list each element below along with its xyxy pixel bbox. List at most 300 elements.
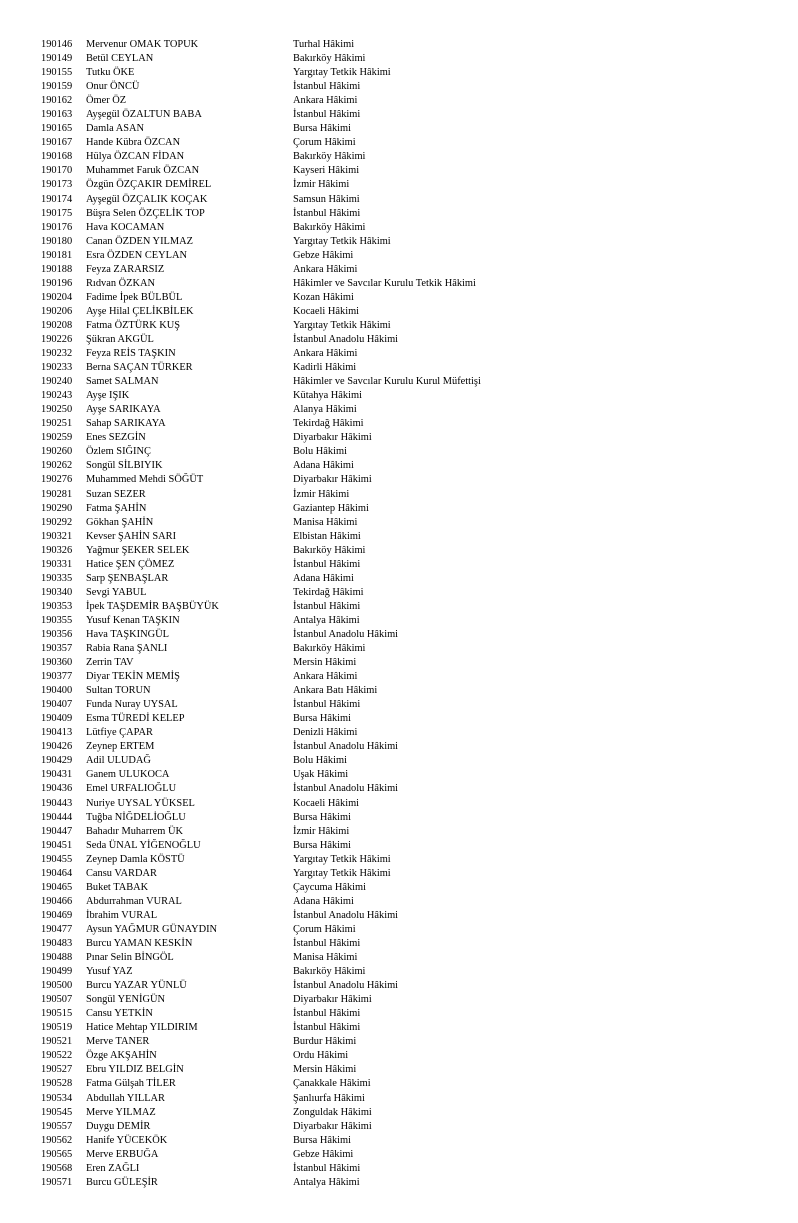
assigned-position: İstanbul Hâkimi bbox=[293, 207, 361, 219]
assigned-position: Zonguldak Hâkimi bbox=[293, 1106, 372, 1118]
person-name: Damla ASAN bbox=[86, 123, 145, 135]
assigned-position: Manisa Hâkimi bbox=[293, 516, 358, 528]
assigned-position: Adana Hâkimi bbox=[293, 572, 354, 584]
registry-number: 190170 bbox=[41, 165, 73, 177]
table-row bbox=[0, 965, 798, 979]
person-name: Burcu GÜLEŞİR bbox=[86, 1176, 158, 1188]
table-row bbox=[0, 375, 798, 389]
registry-number: 190188 bbox=[41, 263, 73, 275]
table-row bbox=[0, 249, 798, 263]
person-name: Özgün ÖZÇAKIR DEMİREL bbox=[86, 179, 212, 191]
person-name: Ayşegül ÖZALTUN BABA bbox=[86, 109, 202, 121]
table-row bbox=[0, 150, 798, 164]
table-row bbox=[0, 670, 798, 684]
assigned-position: Adana Hâkimi bbox=[293, 895, 354, 907]
person-name: Merve ERBUĞA bbox=[86, 1148, 159, 1160]
person-name: Fadime İpek BÜLBÜL bbox=[86, 291, 183, 303]
assigned-position: İstanbul Hâkimi bbox=[293, 1162, 361, 1174]
assigned-position: Ankara Hâkimi bbox=[293, 263, 358, 275]
table-row bbox=[0, 712, 798, 726]
person-name: Abdullah YILLAR bbox=[86, 1092, 165, 1104]
registry-number: 190360 bbox=[41, 657, 73, 669]
person-name: İbrahim VURAL bbox=[86, 909, 158, 921]
person-name: Enes SEZGİN bbox=[86, 432, 146, 444]
table-row bbox=[0, 600, 798, 614]
registry-number: 190571 bbox=[41, 1176, 73, 1188]
table-row bbox=[0, 1021, 798, 1035]
table-row bbox=[0, 642, 798, 656]
registry-number: 190321 bbox=[41, 530, 73, 542]
registry-number: 190243 bbox=[41, 390, 73, 402]
table-row bbox=[0, 867, 798, 881]
table-row bbox=[0, 1035, 798, 1049]
assigned-position: Bolu Hâkimi bbox=[293, 446, 347, 458]
assigned-position: Hâkimler ve Savcılar Kurulu Tetkik Hâkimi bbox=[293, 277, 476, 289]
table-row bbox=[0, 1007, 798, 1021]
registry-number: 190465 bbox=[41, 881, 73, 893]
appointment-rows bbox=[0, 38, 798, 1190]
registry-number: 190290 bbox=[41, 502, 73, 514]
assigned-position: İzmir Hâkimi bbox=[293, 179, 350, 191]
assigned-position: Diyarbakır Hâkimi bbox=[293, 994, 372, 1006]
person-name: Yağmur ŞEKER SELEK bbox=[86, 544, 190, 556]
table-row bbox=[0, 1049, 798, 1063]
assigned-position: Yargıtay Tetkik Hâkimi bbox=[293, 235, 391, 247]
person-name: Nuriye UYSAL YÜKSEL bbox=[86, 797, 195, 809]
assigned-position: İzmir Hâkimi bbox=[293, 825, 350, 837]
assigned-position: Antalya Hâkimi bbox=[293, 1176, 360, 1188]
table-row bbox=[0, 193, 798, 207]
person-name: Berna SAÇAN TÜRKER bbox=[86, 362, 193, 374]
person-name: Suzan SEZER bbox=[86, 488, 146, 500]
person-name: Hatice Mehtap YILDIRIM bbox=[86, 1022, 198, 1034]
assigned-position: Gaziantep Hâkimi bbox=[293, 502, 369, 514]
registry-number: 190240 bbox=[41, 376, 73, 388]
registry-number: 190355 bbox=[41, 614, 73, 626]
person-name: Rıdvan ÖZKAN bbox=[86, 277, 155, 289]
registry-number: 190163 bbox=[41, 109, 73, 121]
table-row bbox=[0, 656, 798, 670]
table-row bbox=[0, 361, 798, 375]
person-name: Buket TABAK bbox=[86, 881, 149, 893]
assigned-position: Gebze Hâkimi bbox=[293, 1148, 354, 1160]
assigned-position: Bursa Hâkimi bbox=[293, 811, 352, 823]
table-row bbox=[0, 263, 798, 277]
person-name: Fatma ŞAHİN bbox=[86, 502, 147, 514]
assigned-position: Ankara Hâkimi bbox=[293, 348, 358, 360]
assigned-position: Ordu Hâkimi bbox=[293, 1050, 349, 1062]
table-row bbox=[0, 319, 798, 333]
assigned-position: Manisa Hâkimi bbox=[293, 952, 358, 964]
table-row bbox=[0, 473, 798, 487]
person-name: Emel URFALIOĞLU bbox=[86, 783, 177, 795]
table-row bbox=[0, 923, 798, 937]
assigned-position: Kütahya Hâkimi bbox=[293, 390, 362, 402]
registry-number: 190409 bbox=[41, 713, 73, 725]
assigned-position: Bakırköy Hâkimi bbox=[293, 221, 366, 233]
table-row bbox=[0, 291, 798, 305]
table-row bbox=[0, 1092, 798, 1106]
table-row bbox=[0, 305, 798, 319]
assigned-position: Mersin Hâkimi bbox=[293, 657, 357, 669]
registry-number: 190507 bbox=[41, 994, 73, 1006]
table-row bbox=[0, 94, 798, 108]
registry-number: 190500 bbox=[41, 980, 73, 992]
assigned-position: İstanbul Anadolu Hâkimi bbox=[293, 628, 399, 640]
assigned-position: İstanbul Hâkimi bbox=[293, 1008, 361, 1020]
assigned-position: Bakırköy Hâkimi bbox=[293, 966, 366, 978]
assigned-position: Bursa Hâkimi bbox=[293, 123, 352, 135]
assigned-position: Bakırköy Hâkimi bbox=[293, 643, 366, 655]
assigned-position: Çanakkale Hâkimi bbox=[293, 1078, 371, 1090]
assigned-position: Bolu Hâkimi bbox=[293, 755, 347, 767]
table-row bbox=[0, 839, 798, 853]
table-row bbox=[0, 797, 798, 811]
assigned-position: Kocaeli Hâkimi bbox=[293, 305, 360, 317]
table-row bbox=[0, 684, 798, 698]
assigned-position: İstanbul Hâkimi bbox=[293, 558, 361, 570]
registry-number: 190276 bbox=[41, 474, 73, 486]
assigned-position: Kayseri Hâkimi bbox=[293, 165, 360, 177]
assigned-position: Yargıtay Tetkik Hâkimi bbox=[293, 867, 391, 879]
registry-number: 190407 bbox=[41, 699, 73, 711]
registry-number: 190204 bbox=[41, 291, 73, 303]
person-name: Gökhan ŞAHİN bbox=[86, 516, 154, 528]
table-row bbox=[0, 80, 798, 94]
assigned-position: Ankara Batı Hâkimi bbox=[293, 685, 378, 697]
appointment-list bbox=[0, 38, 798, 1190]
registry-number: 190568 bbox=[41, 1162, 73, 1174]
assigned-position: Uşak Hâkimi bbox=[293, 769, 349, 781]
person-name: İpek TAŞDEMİR BAŞBÜYÜK bbox=[86, 600, 219, 612]
table-row bbox=[0, 628, 798, 642]
person-name: Muhammed Mehdi SÖĞÜT bbox=[86, 474, 204, 486]
assigned-position: Ankara Hâkimi bbox=[293, 95, 358, 107]
registry-number: 190159 bbox=[41, 81, 73, 93]
person-name: Hatice ŞEN ÇÖMEZ bbox=[86, 558, 175, 570]
person-name: Esra ÖZDEN CEYLAN bbox=[86, 249, 187, 261]
table-row bbox=[0, 1134, 798, 1148]
table-row bbox=[0, 221, 798, 235]
person-name: Fatma ÖZTÜRK KUŞ bbox=[86, 319, 181, 331]
person-name: Samet SALMAN bbox=[86, 376, 159, 388]
table-row bbox=[0, 614, 798, 628]
registry-number: 190353 bbox=[41, 600, 73, 612]
table-row bbox=[0, 1162, 798, 1176]
assigned-position: İstanbul Anadolu Hâkimi bbox=[293, 980, 399, 992]
person-name: Esma TÜREDİ KELEP bbox=[86, 713, 185, 725]
person-name: Yusuf Kenan TAŞKIN bbox=[86, 614, 180, 626]
person-name: Sevgi YABUL bbox=[86, 586, 147, 598]
assigned-position: Yargıtay Tetkik Hâkimi bbox=[293, 853, 391, 865]
assigned-position: Tekirdağ Hâkimi bbox=[293, 586, 364, 598]
person-name: Mervenur OMAK TOPUK bbox=[86, 39, 199, 50]
registry-number: 190377 bbox=[41, 671, 73, 683]
person-name: Abdurrahman VURAL bbox=[86, 895, 182, 907]
registry-number: 190175 bbox=[41, 207, 73, 219]
registry-number: 190426 bbox=[41, 741, 73, 753]
assigned-position: Yargıtay Tetkik Hâkimi bbox=[293, 319, 391, 331]
registry-number: 190477 bbox=[41, 923, 73, 935]
table-row bbox=[0, 389, 798, 403]
table-row bbox=[0, 895, 798, 909]
table-row bbox=[0, 403, 798, 417]
person-name: Hande Kübra ÖZCAN bbox=[86, 137, 181, 149]
table-row bbox=[0, 333, 798, 347]
table-row bbox=[0, 178, 798, 192]
person-name: Ayşe SARIKAYA bbox=[86, 404, 161, 416]
assigned-position: Kadirli Hâkimi bbox=[293, 362, 357, 374]
registry-number: 190326 bbox=[41, 544, 73, 556]
table-row bbox=[0, 572, 798, 586]
table-row bbox=[0, 726, 798, 740]
table-row bbox=[0, 951, 798, 965]
person-name: Cansu VARDAR bbox=[86, 867, 157, 879]
table-row bbox=[0, 937, 798, 951]
registry-number: 190557 bbox=[41, 1120, 73, 1132]
registry-number: 190233 bbox=[41, 362, 73, 374]
person-name: Betül CEYLAN bbox=[86, 53, 154, 65]
person-name: Ayşegül ÖZÇALIK KOÇAK bbox=[86, 193, 208, 205]
assigned-position: Tekirdağ Hâkimi bbox=[293, 418, 364, 430]
registry-number: 190515 bbox=[41, 1008, 73, 1020]
assigned-position: İstanbul Hâkimi bbox=[293, 109, 361, 121]
assigned-position: Bursa Hâkimi bbox=[293, 839, 352, 851]
person-name: Zeynep ERTEM bbox=[86, 741, 155, 753]
registry-number: 190181 bbox=[41, 249, 73, 261]
registry-number: 190356 bbox=[41, 628, 73, 640]
registry-number: 190180 bbox=[41, 235, 73, 247]
registry-number: 190469 bbox=[41, 909, 73, 921]
table-row bbox=[0, 459, 798, 473]
registry-number: 190464 bbox=[41, 867, 73, 879]
registry-number: 190226 bbox=[41, 333, 73, 345]
person-name: Hülya ÖZCAN FİDAN bbox=[86, 151, 185, 163]
table-row bbox=[0, 558, 798, 572]
person-name: Kevser ŞAHİN SARI bbox=[86, 530, 177, 542]
table-row bbox=[0, 122, 798, 136]
person-name: Songül YENİGÜN bbox=[86, 994, 165, 1006]
registry-number: 190436 bbox=[41, 783, 73, 795]
registry-number: 190340 bbox=[41, 586, 73, 598]
assigned-position: Diyarbakır Hâkimi bbox=[293, 1120, 372, 1132]
person-name: Merve YILMAZ bbox=[86, 1106, 156, 1118]
assigned-position: Mersin Hâkimi bbox=[293, 1064, 357, 1076]
table-row bbox=[0, 782, 798, 796]
assigned-position: Turhal Hâkimi bbox=[293, 39, 355, 50]
registry-number: 190162 bbox=[41, 95, 73, 107]
table-row bbox=[0, 207, 798, 221]
registry-number: 190521 bbox=[41, 1036, 73, 1048]
registry-number: 190499 bbox=[41, 966, 73, 978]
registry-number: 190528 bbox=[41, 1078, 73, 1090]
registry-number: 190519 bbox=[41, 1022, 73, 1034]
person-name: Cansu YETKİN bbox=[86, 1008, 153, 1020]
person-name: Muhammet Faruk ÖZCAN bbox=[86, 165, 200, 177]
table-row bbox=[0, 38, 798, 52]
assigned-position: Elbistan Hâkimi bbox=[293, 530, 361, 542]
registry-number: 190165 bbox=[41, 123, 73, 135]
registry-number: 190444 bbox=[41, 811, 73, 823]
assigned-position: Bursa Hâkimi bbox=[293, 713, 352, 725]
assigned-position: Gebze Hâkimi bbox=[293, 249, 354, 261]
registry-number: 190196 bbox=[41, 277, 73, 289]
person-name: Ömer ÖZ bbox=[86, 95, 127, 107]
person-name: Hava TAŞKINGÜL bbox=[86, 628, 169, 640]
registry-number: 190451 bbox=[41, 839, 73, 851]
person-name: Ganem ULUKOCA bbox=[86, 769, 170, 781]
assigned-position: İstanbul Anadolu Hâkimi bbox=[293, 741, 399, 753]
registry-number: 190565 bbox=[41, 1148, 73, 1160]
registry-number: 190522 bbox=[41, 1050, 73, 1062]
table-row bbox=[0, 698, 798, 712]
registry-number: 190331 bbox=[41, 558, 73, 570]
person-name: Lütfiye ÇAPAR bbox=[86, 727, 153, 739]
person-name: Onur ÖNCÜ bbox=[86, 81, 140, 93]
person-name: Feyza REİS TAŞKIN bbox=[86, 348, 176, 360]
assigned-position: İzmir Hâkimi bbox=[293, 488, 350, 500]
table-row bbox=[0, 52, 798, 66]
assigned-position: Kozan Hâkimi bbox=[293, 291, 354, 303]
table-row bbox=[0, 1106, 798, 1120]
assigned-position: Bakırköy Hâkimi bbox=[293, 151, 366, 163]
table-row bbox=[0, 586, 798, 600]
registry-number: 190545 bbox=[41, 1106, 73, 1118]
assigned-position: Şanlıurfa Hâkimi bbox=[293, 1092, 365, 1104]
registry-number: 190488 bbox=[41, 952, 73, 964]
assigned-position: Diyarbakır Hâkimi bbox=[293, 474, 372, 486]
person-name: Adil ULUDAĞ bbox=[86, 755, 151, 767]
person-name: Burcu YAZAR YÜNLÜ bbox=[86, 980, 187, 992]
registry-number: 190527 bbox=[41, 1064, 73, 1076]
assigned-position: Burdur Hâkimi bbox=[293, 1036, 357, 1048]
person-name: Özlem SIĞINÇ bbox=[86, 446, 151, 458]
table-row bbox=[0, 768, 798, 782]
assigned-position: Çorum Hâkimi bbox=[293, 923, 356, 935]
person-name: Canan ÖZDEN YILMAZ bbox=[86, 235, 193, 247]
registry-number: 190149 bbox=[41, 53, 73, 65]
person-name: Zerrin TAV bbox=[86, 657, 134, 669]
assigned-position: İstanbul Hâkimi bbox=[293, 699, 361, 711]
person-name: Sarp ŞENBAŞLAR bbox=[86, 572, 169, 584]
registry-number: 190443 bbox=[41, 797, 73, 809]
person-name: Sahap SARIKAYA bbox=[86, 418, 166, 430]
table-row bbox=[0, 445, 798, 459]
assigned-position: İstanbul Anadolu Hâkimi bbox=[293, 783, 399, 795]
assigned-position: Bursa Hâkimi bbox=[293, 1134, 352, 1146]
person-name: Rabia Rana ŞANLI bbox=[86, 643, 168, 655]
assigned-position: Çaycuma Hâkimi bbox=[293, 881, 367, 893]
person-name: Tutku ÖKE bbox=[86, 67, 135, 79]
person-name: Merve TANER bbox=[86, 1036, 150, 1048]
assigned-position: Kocaeli Hâkimi bbox=[293, 797, 360, 809]
registry-number: 190562 bbox=[41, 1134, 73, 1146]
table-row bbox=[0, 1063, 798, 1077]
table-row bbox=[0, 811, 798, 825]
person-name: Hava KOCAMAN bbox=[86, 221, 165, 233]
assigned-position: Samsun Hâkimi bbox=[293, 193, 360, 205]
table-row bbox=[0, 417, 798, 431]
table-row bbox=[0, 544, 798, 558]
assigned-position: Bakırköy Hâkimi bbox=[293, 53, 366, 65]
table-row bbox=[0, 488, 798, 502]
table-row bbox=[0, 530, 798, 544]
registry-number: 190176 bbox=[41, 221, 73, 233]
assigned-position: Antalya Hâkimi bbox=[293, 614, 360, 626]
table-row bbox=[0, 277, 798, 291]
assigned-position: Bakırköy Hâkimi bbox=[293, 544, 366, 556]
table-row bbox=[0, 754, 798, 768]
person-name: Ayşe Hilal ÇELİKBİLEK bbox=[86, 305, 194, 317]
registry-number: 190259 bbox=[41, 432, 73, 444]
table-row bbox=[0, 1120, 798, 1134]
registry-number: 190357 bbox=[41, 643, 73, 655]
assigned-position: Ankara Hâkimi bbox=[293, 671, 358, 683]
registry-number: 190251 bbox=[41, 418, 73, 430]
person-name: Özge AKŞAHİN bbox=[86, 1050, 157, 1062]
assigned-position: İstanbul Hâkimi bbox=[293, 81, 361, 93]
assigned-position: İstanbul Anadolu Hâkimi bbox=[293, 909, 399, 921]
table-row bbox=[0, 164, 798, 178]
table-row bbox=[0, 136, 798, 150]
registry-number: 190232 bbox=[41, 348, 73, 360]
person-name: Büşra Selen ÖZÇELİK TOP bbox=[86, 207, 205, 219]
person-name: Yusuf YAZ bbox=[86, 966, 133, 978]
table-row bbox=[0, 1176, 798, 1190]
table-row bbox=[0, 516, 798, 530]
person-name: Aysun YAĞMUR GÜNAYDIN bbox=[86, 923, 218, 935]
registry-number: 190466 bbox=[41, 895, 73, 907]
assigned-position: Diyarbakır Hâkimi bbox=[293, 432, 372, 444]
person-name: Seda ÜNAL YİĞENOĞLU bbox=[86, 839, 201, 851]
registry-number: 190335 bbox=[41, 572, 73, 584]
table-row bbox=[0, 235, 798, 249]
person-name: Bahadır Muharrem ÜK bbox=[86, 825, 183, 837]
registry-number: 190250 bbox=[41, 404, 73, 416]
registry-number: 190262 bbox=[41, 460, 73, 472]
registry-number: 190447 bbox=[41, 825, 73, 837]
assigned-position: Denizli Hâkimi bbox=[293, 727, 358, 739]
person-name: Songül SİLBIYIK bbox=[86, 460, 163, 472]
table-row bbox=[0, 825, 798, 839]
person-name: Funda Nuray UYSAL bbox=[86, 699, 178, 711]
person-name: Feyza ZARARSIZ bbox=[86, 263, 165, 275]
person-name: Zeynep Damla KÖSTÜ bbox=[86, 853, 185, 865]
registry-number: 190413 bbox=[41, 727, 73, 739]
person-name: Duygu DEMİR bbox=[86, 1120, 151, 1132]
registry-number: 190174 bbox=[41, 193, 73, 205]
assigned-position: İstanbul Hâkimi bbox=[293, 938, 361, 949]
table-row bbox=[0, 431, 798, 445]
registry-number: 190455 bbox=[41, 853, 73, 865]
table-row bbox=[0, 108, 798, 122]
person-name: Hanife YÜCEKÖK bbox=[86, 1134, 168, 1146]
person-name: Ebru YILDIZ BELGİN bbox=[86, 1064, 184, 1076]
person-name: Diyar TEKİN MEMİŞ bbox=[86, 671, 180, 683]
person-name: Sultan TORUN bbox=[86, 685, 151, 697]
table-row bbox=[0, 66, 798, 80]
registry-number: 190281 bbox=[41, 488, 73, 500]
registry-number: 190173 bbox=[41, 179, 73, 191]
registry-number: 190429 bbox=[41, 755, 73, 767]
table-row bbox=[0, 502, 798, 516]
registry-number: 190400 bbox=[41, 685, 73, 697]
person-name: Pınar Selin BİNGÖL bbox=[86, 952, 174, 964]
person-name: Şükran AKGÜL bbox=[86, 333, 154, 345]
assigned-position: Hâkimler ve Savcılar Kurulu Kurul Müfettişi bbox=[293, 376, 481, 388]
registry-number: 190168 bbox=[41, 151, 73, 163]
person-name: Fatma Gülşah TİLER bbox=[86, 1078, 176, 1090]
